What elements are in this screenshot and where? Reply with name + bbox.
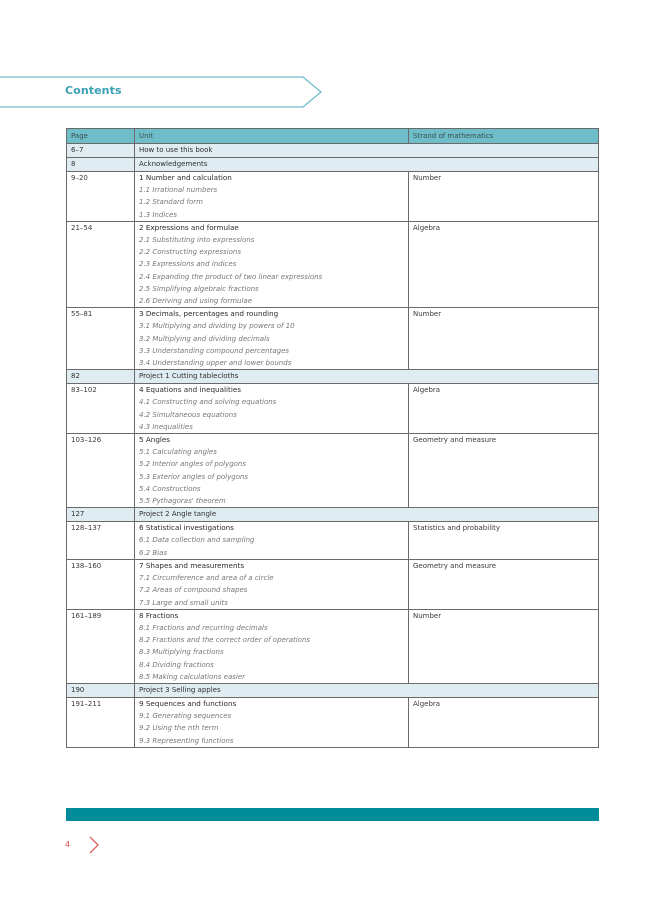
unit-cell — [135, 308, 409, 370]
table-row-unit — [67, 308, 599, 370]
table-row-band — [67, 158, 599, 172]
page-range: 8 — [67, 158, 135, 172]
subsection-item: 3.1 Multiplying and dividing by powers of 10 — [139, 322, 295, 331]
table-row-unit — [67, 559, 599, 609]
unit-cell — [135, 172, 409, 222]
contents-table — [66, 128, 599, 748]
strand-cell: Number — [409, 609, 599, 683]
subsection-item: 7.2 Areas of compound shapes — [139, 586, 248, 595]
unit-title: 4 Equations and inequalities — [139, 385, 241, 395]
unit-cell — [135, 434, 409, 508]
subsection-item: 5.4 Constructions — [139, 484, 201, 493]
subsection-item: 7.1 Circumference and area of a circle — [139, 574, 274, 583]
contents-banner — [0, 76, 322, 106]
unit-cell — [135, 522, 409, 560]
subsection-item: 9.2 Using the nth term — [139, 724, 219, 733]
strand-cell: Algebra — [409, 221, 599, 307]
subsection-item: 5.1 Calculating angles — [139, 448, 217, 457]
table-row-unit — [67, 609, 599, 683]
subsection-item: 2.3 Expressions and indices — [139, 260, 237, 269]
page-number: 4 — [65, 840, 71, 849]
subsection-item: 5.3 Exterior angles of polygons — [139, 472, 249, 481]
subsection-item: 7.3 Large and small units — [139, 598, 228, 607]
unit-cell — [135, 697, 409, 747]
subsection-item: 8.2 Fractions and the correct order of operations — [139, 636, 311, 645]
strand-cell: Geometry and measure — [409, 559, 599, 609]
page-range: 161–189 — [67, 609, 135, 683]
subsection-item: 8.3 Multiplying fractions — [139, 648, 224, 657]
unit-cell — [135, 609, 409, 683]
strand-cell: Geometry and measure — [409, 434, 599, 508]
table-row-unit — [67, 522, 599, 560]
section-title: Acknowledgements — [135, 158, 599, 172]
page-range: 6–7 — [67, 144, 135, 158]
column-header-strand: Strand of mathematics — [409, 129, 599, 144]
subsection-item: 1.3 Indices — [139, 210, 178, 219]
unit-title: 5 Angles — [139, 435, 171, 445]
subsection-item: 4.2 Simultaneous equations — [139, 410, 237, 419]
banner-arrow-shape — [0, 76, 324, 108]
page-range: 9–20 — [67, 172, 135, 222]
unit-title: 7 Shapes and measurements — [139, 560, 245, 570]
footer-bar — [66, 808, 599, 821]
page-range: 83–102 — [67, 384, 135, 434]
subsection-item: 8.4 Dividing fractions — [139, 660, 214, 669]
column-header-page: Page — [67, 129, 135, 144]
unit-cell — [135, 384, 409, 434]
subsection-item: 8.1 Fractions and recurring decimals — [139, 623, 268, 632]
page-title: Contents — [65, 84, 122, 97]
table-row-unit — [67, 697, 599, 747]
subsection-item: 3.2 Multiplying and dividing decimals — [139, 334, 270, 343]
strand-cell: Statistics and probability — [409, 522, 599, 560]
table-header-row — [67, 129, 599, 144]
subsection-item: 3.4 Understanding upper and lower bounds — [139, 359, 292, 368]
table-row-band — [67, 370, 599, 384]
unit-title: 3 Decimals, percentages and rounding — [139, 309, 279, 319]
section-title: How to use this book — [135, 144, 599, 158]
page-range: 138–160 — [67, 559, 135, 609]
page-range: 21–54 — [67, 221, 135, 307]
table-row-band — [67, 683, 599, 697]
unit-title: 1 Number and calculation — [139, 173, 232, 182]
column-header-unit: Unit — [135, 129, 409, 144]
unit-title: 9 Sequences and functions — [139, 698, 237, 708]
subsection-item: 9.3 Representing functions — [139, 736, 234, 745]
subsection-item: 6.1 Data collection and sampling — [139, 536, 255, 545]
subsection-item: 2.6 Deriving and using formulae — [139, 297, 253, 306]
section-title: Project 1 Cutting tablecloths — [135, 370, 599, 384]
subsection-item: 3.3 Understanding compound percentages — [139, 346, 290, 355]
unit-title: 2 Expressions and formulae — [139, 222, 239, 232]
subsection-item: 8.5 Making calculations easier — [139, 672, 246, 681]
page-range: 191–211 — [67, 697, 135, 747]
subsection-item: 2.5 Simplifying algebraic fractions — [139, 284, 259, 293]
page-range: 55–81 — [67, 308, 135, 370]
unit-title: 6 Statistical investigations — [139, 523, 234, 533]
table-row-unit — [67, 384, 599, 434]
subsection-item: 4.3 Inequalities — [139, 422, 193, 431]
subsection-item: 5.2 Interior angles of polygons — [139, 460, 247, 469]
page-range: 103–126 — [67, 434, 135, 508]
page-range: 127 — [67, 508, 135, 522]
strand-cell: Number — [409, 308, 599, 370]
page-range: 128–137 — [67, 522, 135, 560]
subsection-item: 6.2 Bias — [139, 548, 168, 557]
table-row-unit — [67, 221, 599, 307]
table-body — [67, 144, 599, 748]
subsection-item: 1.1 Irrational numbers — [139, 186, 218, 195]
page-range: 82 — [67, 370, 135, 384]
section-title: Project 2 Angle tangle — [135, 508, 599, 522]
subsection-item: 2.2 Constructing expressions — [139, 248, 241, 257]
unit-cell — [135, 559, 409, 609]
unit-cell — [135, 221, 409, 307]
table-row-unit — [67, 172, 599, 222]
section-title: Project 3 Selling apples — [135, 683, 599, 697]
table-row-unit — [67, 434, 599, 508]
subsection-item: 5.5 Pythagoras' theorem — [139, 497, 226, 506]
subsection-item: 4.1 Constructing and solving equations — [139, 398, 277, 407]
table-row-band — [67, 144, 599, 158]
table-row-band — [67, 508, 599, 522]
chevron-right-icon — [88, 836, 100, 854]
subsection-item: 9.1 Generating sequences — [139, 712, 232, 721]
subsection-item: 2.4 Expanding the product of two linear expressions — [139, 272, 323, 281]
strand-cell: Algebra — [409, 384, 599, 434]
strand-cell: Number — [409, 172, 599, 222]
strand-cell: Algebra — [409, 697, 599, 747]
subsection-item: 1.2 Standard form — [139, 198, 203, 207]
subsection-item: 2.1 Substituting into expressions — [139, 236, 255, 245]
page-range: 190 — [67, 683, 135, 697]
unit-title: 8 Fractions — [139, 610, 179, 620]
